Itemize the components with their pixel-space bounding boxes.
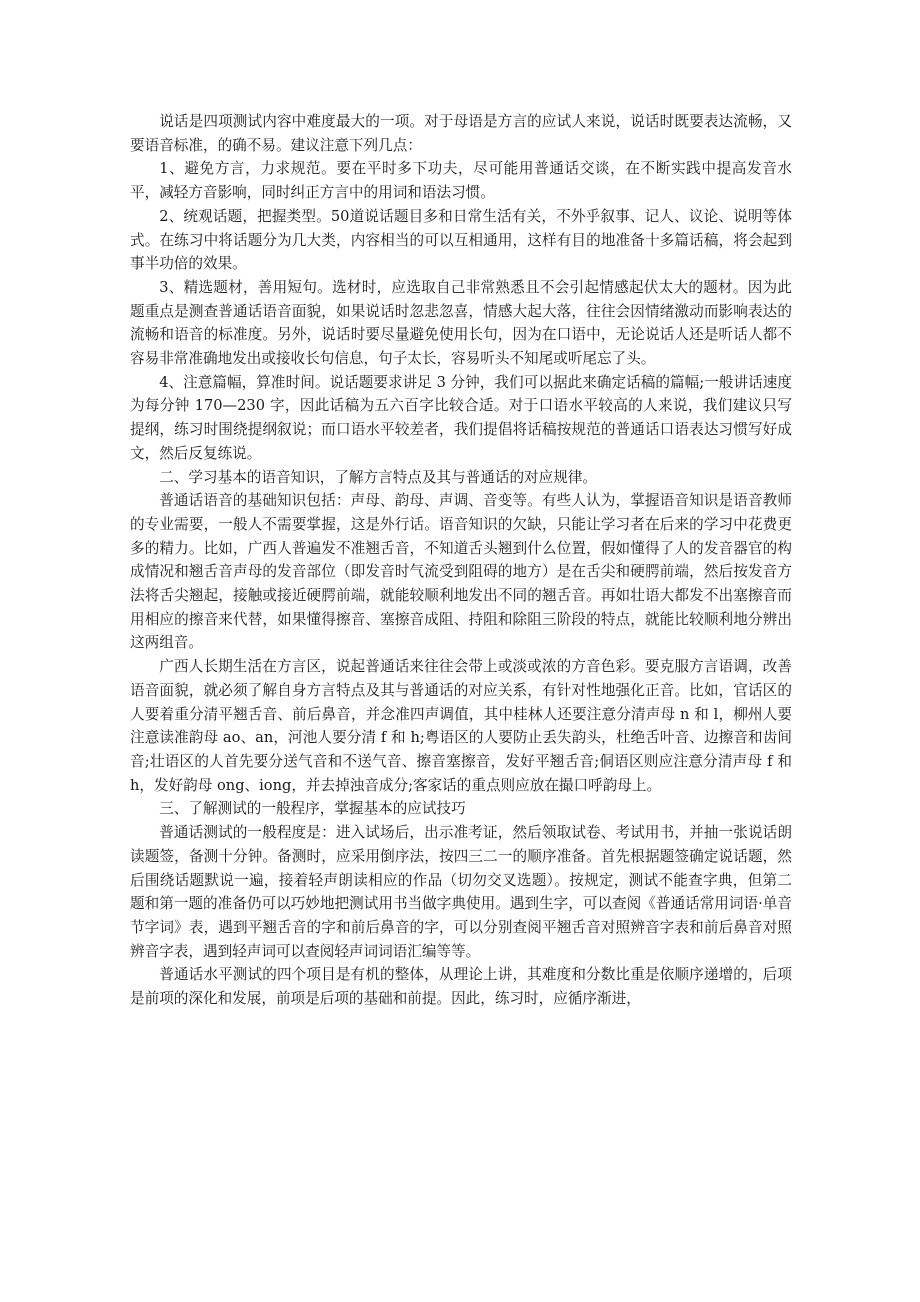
section-heading-3: 三、了解测试的一般程序，掌握基本的应试技巧 xyxy=(159,800,466,818)
paragraph-tip-1: 1、避免方言，力求规范。要在平时多下功夫，尽可能用普通话交谈，在不断实践中提高发音水平，减轻方音影响，同时纠正方言中的用词和语法习惯。 xyxy=(130,160,792,202)
paragraph-test-items: 普通话水平测试的四个项目是有机的整体，从理论上讲，其难度和分数比重是依顺序递增的，后项是前项的深化和发展，前项是后项的基础和前提。因此，练习时，应循序渐进， xyxy=(130,966,792,1008)
paragraph-tip-4: 4、注意篇幅，算准时间。说话题要求讲足 3 分钟，我们可以据此来确定话稿的篇幅;一般讲话速度为每分钟 170—230 字，因此话稿为五六百字比较合适。对于口语水平较高的人来说，我们建议只写提纲，练习时围绕提纲叙说；而口语水平较差者，我们提倡将话稿按规范的普通话口语表达习惯写好成文，然后反复练说。 xyxy=(130,373,792,462)
paragraph-phonetics-basics: 普通话语音的基础知识包括：声母、韵母、声调、音变等。有些人认为，掌握语音知识是语音教师的专业需要，一般人不需要掌握，这是外行话。语音知识的欠缺，只能让学习者在后来的学习中花费更多的精力。比如，广西人普遍发不准翘舌音，不知道舌头翘到什么位置，假如懂得了人的发音器官的构成情况和翘舌音声母的发音部位（即发音时气流受到阻碍的地方）是在舌尖和硬腭前端，然后按发音方法将舌尖翘起，接触或接近硬腭前端，就能较顺利地发出不同的翘舌音。再如壮语大都发不出塞擦音而用相应的擦音来代替，如果懂得擦音、塞擦音成阻、持阻和除阻三阶段的特点，就能比较顺利地分辨出这两组音。 xyxy=(130,492,792,652)
paragraph-tip-3: 3、精选题材，善用短句。选材时，应选取自己非常熟悉且不会引起情感起伏太大的题材。因为此题重点是测查普通话语音面貌，如果说话时忽悲忽喜，情感大起大落，往往会因情绪激动而影响表达的流畅和语音的标准度。另外，说话时要尽量避免使用长句，因为在口语中，无论说话人还是听话人都不容易非常准确地发出或接收长句信息，句子太长，容易听头不知尾或听尾忘了头。 xyxy=(130,278,792,368)
paragraph-dialect-features: 广西人长期生活在方言区，说起普通话来往往会带上或淡或浓的方音色彩。要克服方言语调，改善语音面貌，就必须了解自身方言特点及其与普通话的对应关系，有针对性地强化正音。比如，官话区的人要着重分清平翘舌音、前后鼻音，并念准四声调值，其中桂林人还要注意分清声母 n 和 l，柳州人要注意读准韵母 ao、an，河池人要分清 f 和 h;粤语区的人要防止丢失韵头，杜绝舌叶音、边擦音和齿间音;壮语区的人首先要分送气音和不送气音、擦音塞擦音，发好平翘舌音;侗语区则应注意分清声母 f 和 h，发好韵母 ong、iong，并去掉浊音成分;客家话的重点则应放在撮口呼韵母上。 xyxy=(130,658,792,794)
paragraph-test-procedure: 普通话测试的一般程度是：进入试场后，出示准考证，然后领取试卷、考试用书，并抽一张说话朗读题签，备测十分钟。备测时，应采用倒序法，按四三二一的顺序准备。首先根据题签确定说话题，然后围绕话题默说一遍，接着轻声朗读相应的作品（切勿交叉选题）。按规定，测试不能查字典，但第二题和第一题的准备仍可以巧妙地把测试用书当做字典使用。遇到生字，可以查阅《普通话常用词语·单音节字词》表，遇到平翘舌音的字和前后鼻音的字，可以分别查阅平翘舌音对照辨音字表和前后鼻音对照辨音字表，遇到轻声词可以查阅轻声词词语汇编等等。 xyxy=(130,824,792,960)
document-body xyxy=(130,110,792,1011)
paragraph-tip-2: 2、统观话题，把握类型。50道说话题目多和日常生活有关，不外乎叙事、记人、议论、说明等体式。在练习中将话题分为几大类，内容相当的可以互相通用，这样有目的地准备十多篇话稿，将会起到事半功倍的效果。 xyxy=(130,207,792,273)
paragraph-intro: 说话是四项测试内容中难度最大的一项。对于母语是方言的应试人来说，说话时既要表达流畅，又要语音标准，的确不易。建议注意下列几点： xyxy=(130,113,792,154)
section-heading-2: 二、学习基本的语音知识，了解方言特点及其与普通话的对应规律。 xyxy=(159,468,598,486)
